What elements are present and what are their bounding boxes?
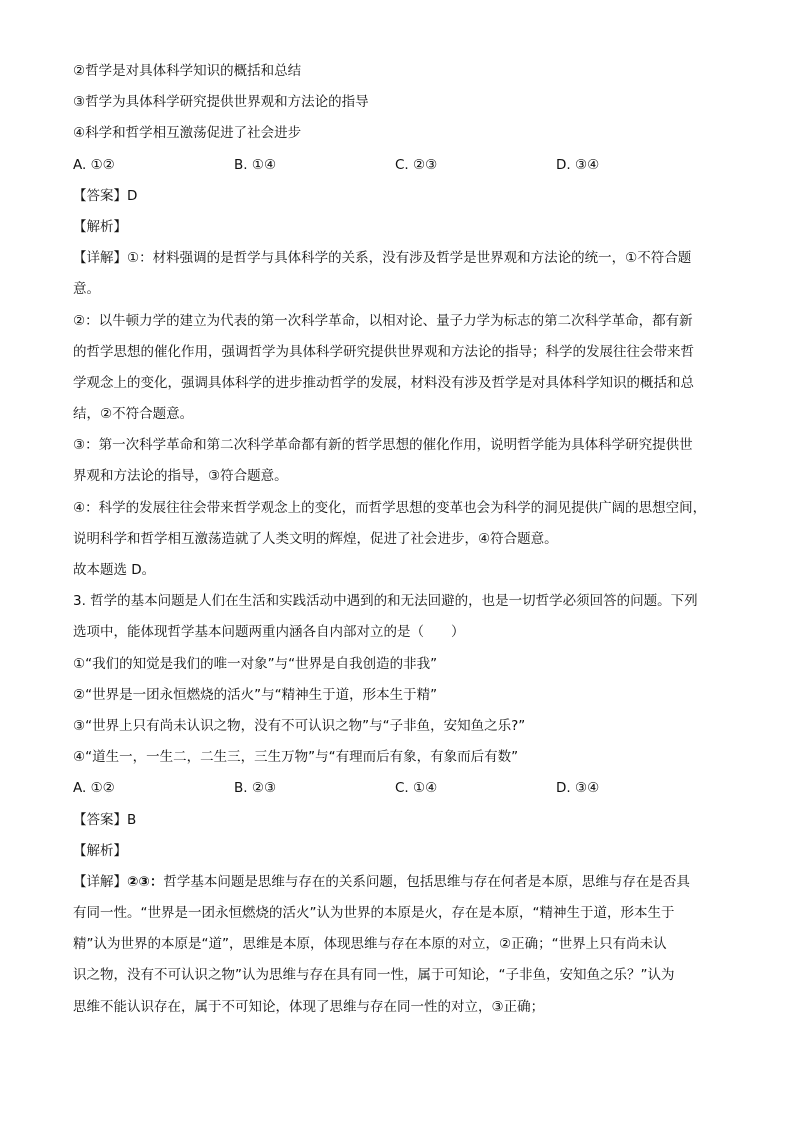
q2-detail-line: 说明科学和哲学相互激荡造就了人类文明的辉煌，促进了社会进步，④符合题意。 <box>73 530 558 547</box>
q2-conclusion: 故本题选 D。 <box>73 562 156 578</box>
q2-analysis-tag: 【解析】 <box>73 218 127 235</box>
q2-detail-line: 界观和方法论的指导，③符合题意。 <box>73 468 288 485</box>
q2-detail-text: ①：材料强调的是哲学与具体科学的关系，没有涉及哲学是世界观和方法论的统一，①不符合题 <box>127 250 692 267</box>
q3-item-4: ④“道生一，一生二，二生三，三生万物”与“有理而后有象，有象而后有数” <box>73 749 519 766</box>
q3-option-a: A. ①② <box>73 780 115 797</box>
q3-options <box>73 779 733 797</box>
q3-detail-text: 哲学基本问题是思维与存在的关系问题，包括思维与存在何者是本原，思维与存在是否具 <box>163 873 690 890</box>
q2-answer <box>73 187 733 205</box>
q2-option-a: A. ①② <box>73 156 115 173</box>
q2-detail-line: ③：第一次科学革命和第二次科学革命都有新的哲学思想的催化作用，说明哲学能为具体科学研究提供世 <box>73 437 693 454</box>
q2-answer-value: D <box>127 187 138 204</box>
q3-option-c: C. ①④ <box>395 780 438 797</box>
q2-item-3: ③哲学为具体科学研究提供世界观和方法论的指导 <box>73 94 369 111</box>
q3-answer <box>73 811 733 829</box>
q3-item-2: ②“世界是一团永恒燃烧的活火”与“精神生于道，形本生于精” <box>73 686 438 703</box>
q2-detail-tag: 【详解】 <box>73 250 127 267</box>
q2-detail-line: 结，②不符合题意。 <box>73 406 194 423</box>
q3-analysis-tag: 【解析】 <box>73 842 127 859</box>
q3-detail-tag: 【详解】 <box>73 873 127 890</box>
q3-answer-tag: 【答案】 <box>73 811 127 828</box>
q3-item-1: ①“我们的知觉是我们的唯一对象”与“世界是自我创造的非我” <box>73 655 438 672</box>
q3-stem: 选项中，能体现哲学基本问题两重内涵各自内部对立的是（ ） <box>73 624 465 641</box>
q3-detail-line: 精”认为世界的本原是“道”，思维是本原，体现思维与存在本原的对立，②正确；“世界上只有尚未认 <box>73 936 667 953</box>
q3-stem: 3. 哲学的基本问题是人们在生活和实践活动中遇到的和无法回避的，也是一切哲学必须回答的问题。下列 <box>73 593 698 610</box>
q2-item-4: ④科学和哲学相互激荡促进了社会进步 <box>73 125 302 142</box>
q2-option-c: C. ②③ <box>395 156 438 173</box>
q3-answer-value: B <box>127 811 137 828</box>
q2-detail-line: 学观念上的变化，强调具体科学的进步推动哲学的发展，材料没有涉及哲学是对具体科学知识的概括和总 <box>73 374 694 391</box>
q3-detail-line: 有同一性。“世界是一团永恒燃烧的活火”认为世界的本原是火，存在是本原，“精神生于道，形本生于 <box>73 905 675 922</box>
q2-analysis-heading <box>73 218 733 236</box>
q3-option-d: D. ③④ <box>556 780 600 797</box>
q2-detail-line: 意。 <box>73 281 100 298</box>
q2-detail-line: ④：科学的发展往往会带来哲学观念上的变化，而哲学思想的变革也会为科学的洞见提供广阔的思想空间， <box>73 499 707 516</box>
q2-option-d: D. ③④ <box>556 156 600 173</box>
q2-detail-line: 的哲学思想的催化作用，强调哲学为具体科学研究提供世界观和方法论的指导；科学的发展往往会带来哲 <box>73 343 694 360</box>
q2-options <box>73 156 733 174</box>
q3-detail-line: 思维不能认识存在，属于不可知论，体现了思维与存在同一性的对立，③正确； <box>73 998 545 1015</box>
q3-detail-line: 识之物，没有不可认识之物”认为思维与存在具有同一性，属于可知论，“子非鱼，安知鱼之乐？”认为 <box>73 967 675 984</box>
q2-option-b: B. ①④ <box>234 156 277 173</box>
q3-item-3: ③“世界上只有尚未认识之物，没有不可认识之物”与“子非鱼，安知鱼之乐?” <box>73 717 526 734</box>
q3-detail-line <box>73 873 733 891</box>
document-page <box>73 62 733 1029</box>
q2-detail-line: ②：以牛顿力学的建立为代表的第一次科学革命，以相对论、量子力学为标志的第二次科学革命，都有新 <box>73 312 693 329</box>
q3-analysis-heading <box>73 842 733 860</box>
q3-option-b: B. ②③ <box>234 780 277 797</box>
q2-detail-line <box>73 249 733 267</box>
q2-item-2: ②哲学是对具体科学知识的概括和总结 <box>73 63 302 79</box>
q3-detail-lead: ②③： <box>127 873 164 890</box>
q2-answer-tag: 【答案】 <box>73 187 127 204</box>
